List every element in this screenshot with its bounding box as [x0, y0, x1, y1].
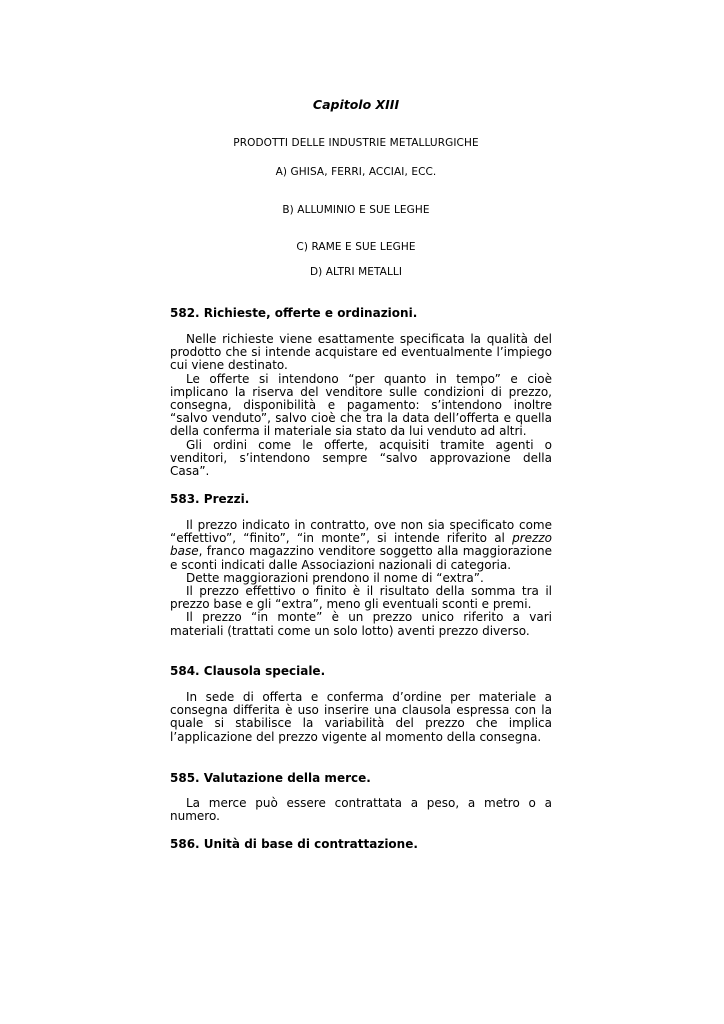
chapter-title: Capitolo XIII	[312, 97, 400, 112]
paragraph-text: Il prezzo indicato in contratto, ove non sia specificato come “effettivo”, “finito”, “in monte”, si intende riferito al	[170, 518, 552, 546]
section-body-583	[170, 519, 552, 638]
emphasis-text: prezzo base	[170, 531, 552, 559]
section-label-a: A) GHISA, FERRI, ACCIAI, ECC.	[275, 166, 437, 178]
paragraph: Nelle richieste viene esattamente specificata la qualità del prodotto che si intende acquistare ed eventualmente l’impiego cui viene destinato.	[170, 332, 552, 373]
paragraph: Il prezzo effettivo o finito è il risultato della somma tra il prezzo base e gli “extra”, meno gli eventuali sconti e premi.	[170, 584, 552, 612]
section-label-c: C) RAME E SUE LEGHE	[296, 241, 416, 253]
section-heading-582: 582. Richieste, offerte e ordinazioni.	[170, 306, 418, 320]
paragraph: Il prezzo “in monte” è un prezzo unico riferito a vari materiali (trattati come un solo lotto) aventi prezzo diverso.	[170, 610, 552, 638]
paragraph: Dette maggiorazioni prendono il nome di “extra”.	[186, 570, 484, 585]
section-heading-585: 585. Valutazione della merce.	[170, 771, 371, 785]
paragraph: La merce può essere contrattata a peso, a metro o a numero.	[170, 796, 552, 824]
paragraph: In sede di offerta e conferma d’ordine per materiale a consegna differita è uso inserire una clausola espressa con la quale si stabilisce la variabilità del prezzo che implica l’applicazione del prezzo vigente al momento della consegna.	[170, 690, 552, 744]
section-body-585	[170, 797, 552, 823]
section-label-d: D) ALTRI METALLI	[309, 266, 403, 278]
section-heading-586: 586. Unità di base di contrattazione.	[170, 837, 418, 851]
section-heading-583: 583. Prezzi.	[170, 492, 250, 506]
section-body-584	[170, 691, 552, 744]
section-body-582	[170, 333, 552, 478]
section-label-b: B) ALLUMINIO E SUE LEGHE	[282, 204, 430, 216]
paragraph: Le offerte si intendono “per quanto in tempo” e cioè implicano la riserva del venditore sulle condizioni di prezzo, consegna, disponibilità e pagamento: s’intendono inoltre “salvo venduto”, salvo cioè che tra la data dell’offerta e quella della conferma il materiale sia stato da lui venduto ad altri.	[170, 371, 552, 439]
paragraph: Gli ordini come le offerte, acquisiti tramite agenti o venditori, s’intendono sempre “salvo approvazione della Casa”.	[170, 437, 552, 479]
paragraph	[170, 519, 552, 572]
chapter-subtitle: PRODOTTI DELLE INDUSTRIE METALLURGICHE	[233, 137, 479, 149]
paragraph-text: , franco magazzino venditore soggetto alla maggiorazione e sconti indicati dalle Associazioni nazionali di categoria.	[170, 544, 552, 572]
section-heading-584: 584. Clausola speciale.	[170, 664, 326, 678]
